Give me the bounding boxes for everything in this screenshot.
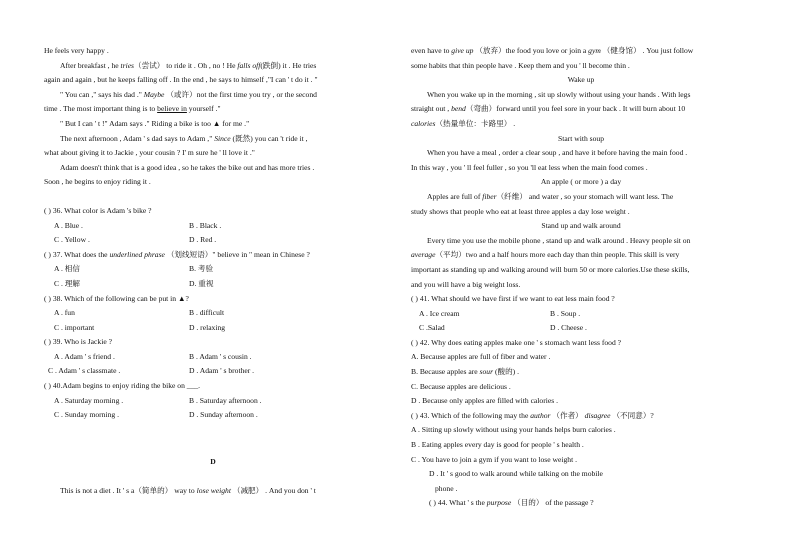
question-41-options-ab: A . Ice cream B . Soup . <box>419 308 581 318</box>
question-39-options-cd: C . Adam ' s classmate . D . Adam ' s brother . <box>48 366 255 376</box>
question-42-option: D . Because only apples are filled with calories . <box>411 396 558 406</box>
passage-c-line: again and again , but he keeps falling off . In the end , he says to himself ,"I can ' t do it . " <box>44 75 318 85</box>
passage-d-line: study shows that people who eat at least three apples a day lose weight . <box>411 206 630 216</box>
question-43-option: B . Eating apples every day is good for people ' s health . <box>411 440 584 450</box>
passage-c-line: time . The most important thing is to believe in yourself ." <box>44 104 221 114</box>
underlined-phrase: believe in <box>157 104 187 114</box>
question-37-options-cd: C . 理解 D. 重视 <box>54 278 214 288</box>
passage-d-line: calories（热量单位：卡路里） . <box>411 118 516 128</box>
question-42-option: B. Because apples are sour (酸的) . <box>411 367 519 377</box>
question-43-option: phone . <box>435 483 458 493</box>
question-43-option: D . It ' s good to walk around while talking on the mobile <box>429 469 603 479</box>
question-36-options-cd: C . Yellow . D . Red . <box>54 235 217 245</box>
section-heading: Wake up <box>567 75 595 85</box>
question-37-options-ab: A . 相信 B. 考验 <box>54 264 214 274</box>
question-39-stem: ( ) 39. Who is Jackie ? <box>44 337 112 347</box>
question-42-option: C. Because apples are delicious . <box>411 381 511 391</box>
question-44-stem: ( ) 44. What ' s the purpose （目的） of the passage ? <box>429 498 594 508</box>
section-heading: An apple ( or more ) a day <box>540 177 622 187</box>
passage-c-line: " But I can ' t !" Adam says ." Riding a bike is too ▲ for me ." <box>60 118 250 128</box>
left-column <box>44 44 382 499</box>
question-42-stem: ( ) 42. Why does eating apples make one ' s stomach want less food ? <box>411 337 622 347</box>
passage-d-heading: D <box>210 456 216 466</box>
question-38-options-cd: C . important D . relaxing <box>54 322 226 332</box>
passage-d-line: important as standing up and walking around will burn 50 or more calories.Use these skills, <box>411 264 690 274</box>
passage-d-line: When you wake up in the morning , sit up slowly without using your hands . With legs <box>427 89 691 99</box>
question-36-options-ab: A . Blue . B . Black . <box>54 220 222 230</box>
passage-c-line: what about giving it to Jackie , your cousin ? I' m sure he ' ll love it ." <box>44 148 255 158</box>
section-heading: Stand up and walk around <box>541 221 621 231</box>
question-36-stem: ( ) 36. What color is Adam 's bike ? <box>44 205 152 215</box>
question-40-options-cd: C . Sunday morning . D . Sunday afternoon . <box>54 410 258 420</box>
question-38-stem: ( ) 38. Which of the following can be put in ▲? <box>44 293 189 303</box>
question-40-stem: ( ) 40.Adam begins to enjoy riding the bike on ___. <box>44 381 201 391</box>
passage-d-line: and you will have a big weight loss. <box>411 279 521 289</box>
passage-d-line: even have to give up （放弃）the food you love or join a gym （健身馆） . You just follow <box>411 46 694 55</box>
passage-c-line: Soon , he begins to enjoy riding it . <box>44 177 151 187</box>
passage-d-line: average（平均）two and a half hours more each day than thin people. This skill is very <box>411 250 680 260</box>
question-43-stem: ( ) 43. Which of the following may the author （作者） disagree （不同意）? <box>411 410 654 420</box>
passage-c-line: The next afternoon , Adam ' s dad says to Adam ," Since (既然) you can 't ride it , <box>60 133 308 143</box>
question-38-options-ab: A . fun B . difficult <box>54 308 225 318</box>
passage-c-line: Adam doesn't think that is a good idea , so he takes the bike out and has more tries . <box>60 162 315 172</box>
passage-c-line: After breakfast , he tries（尝试） to ride it . Oh , no ! He falls off(跌倒) it . He tries <box>60 60 317 70</box>
passage-d-line: In this way , you ' ll feel fuller , so you 'll eat less when the main food comes . <box>411 162 648 172</box>
question-41-options-cd: C .Salad D . Cheese . <box>419 323 587 333</box>
section-heading: Start with soup <box>558 133 604 143</box>
passage-d-line: When you have a meal , order a clear soup , and have it before having the main food . <box>427 148 688 158</box>
passage-c-line: He feels very happy . <box>44 46 109 55</box>
right-column <box>411 44 751 511</box>
passage-d-line: some habits that thin people have . Keep them and you ' ll become thin . <box>411 60 630 70</box>
passage-d-line: straight out , bend（弯曲）forward until you feel sore in your back . It will burn about 10 <box>411 104 686 114</box>
passage-c-line: " You can ," says his dad ." Maybe （或许）not the first time you try , or the second <box>60 89 317 99</box>
question-39-options-ab: A . Adam ' s friend . B . Adam ' s cousin . <box>54 351 252 361</box>
passage-d-line: Apples are full of fiber（纤维） and water , so your stomach will want less. The <box>427 191 674 201</box>
question-37-stem: ( ) 37. What does the underlined phrase （划线短语）" believe in " mean in Chinese ? <box>44 249 310 259</box>
question-42-option: A. Because apples are full of fiber and water . <box>411 352 551 362</box>
question-41-stem: ( ) 41. What should we have first if we want to eat less main food ? <box>411 294 615 304</box>
question-43-option: C . You have to join a gym if you want to lose weight . <box>411 454 577 464</box>
question-40-options-ab: A . Saturday morning . B . Saturday afternoon . <box>54 395 262 405</box>
passage-d-line: This is not a diet . It ' s a（简单的） way to lose weight （减肥） . And you don ' t <box>60 486 316 496</box>
passage-d-line: Every time you use the mobile phone , stand up and walk around . Heavy people sit on <box>427 235 691 245</box>
question-43-option: A . Sitting up slowly without using your hands helps burn calories . <box>411 425 616 435</box>
